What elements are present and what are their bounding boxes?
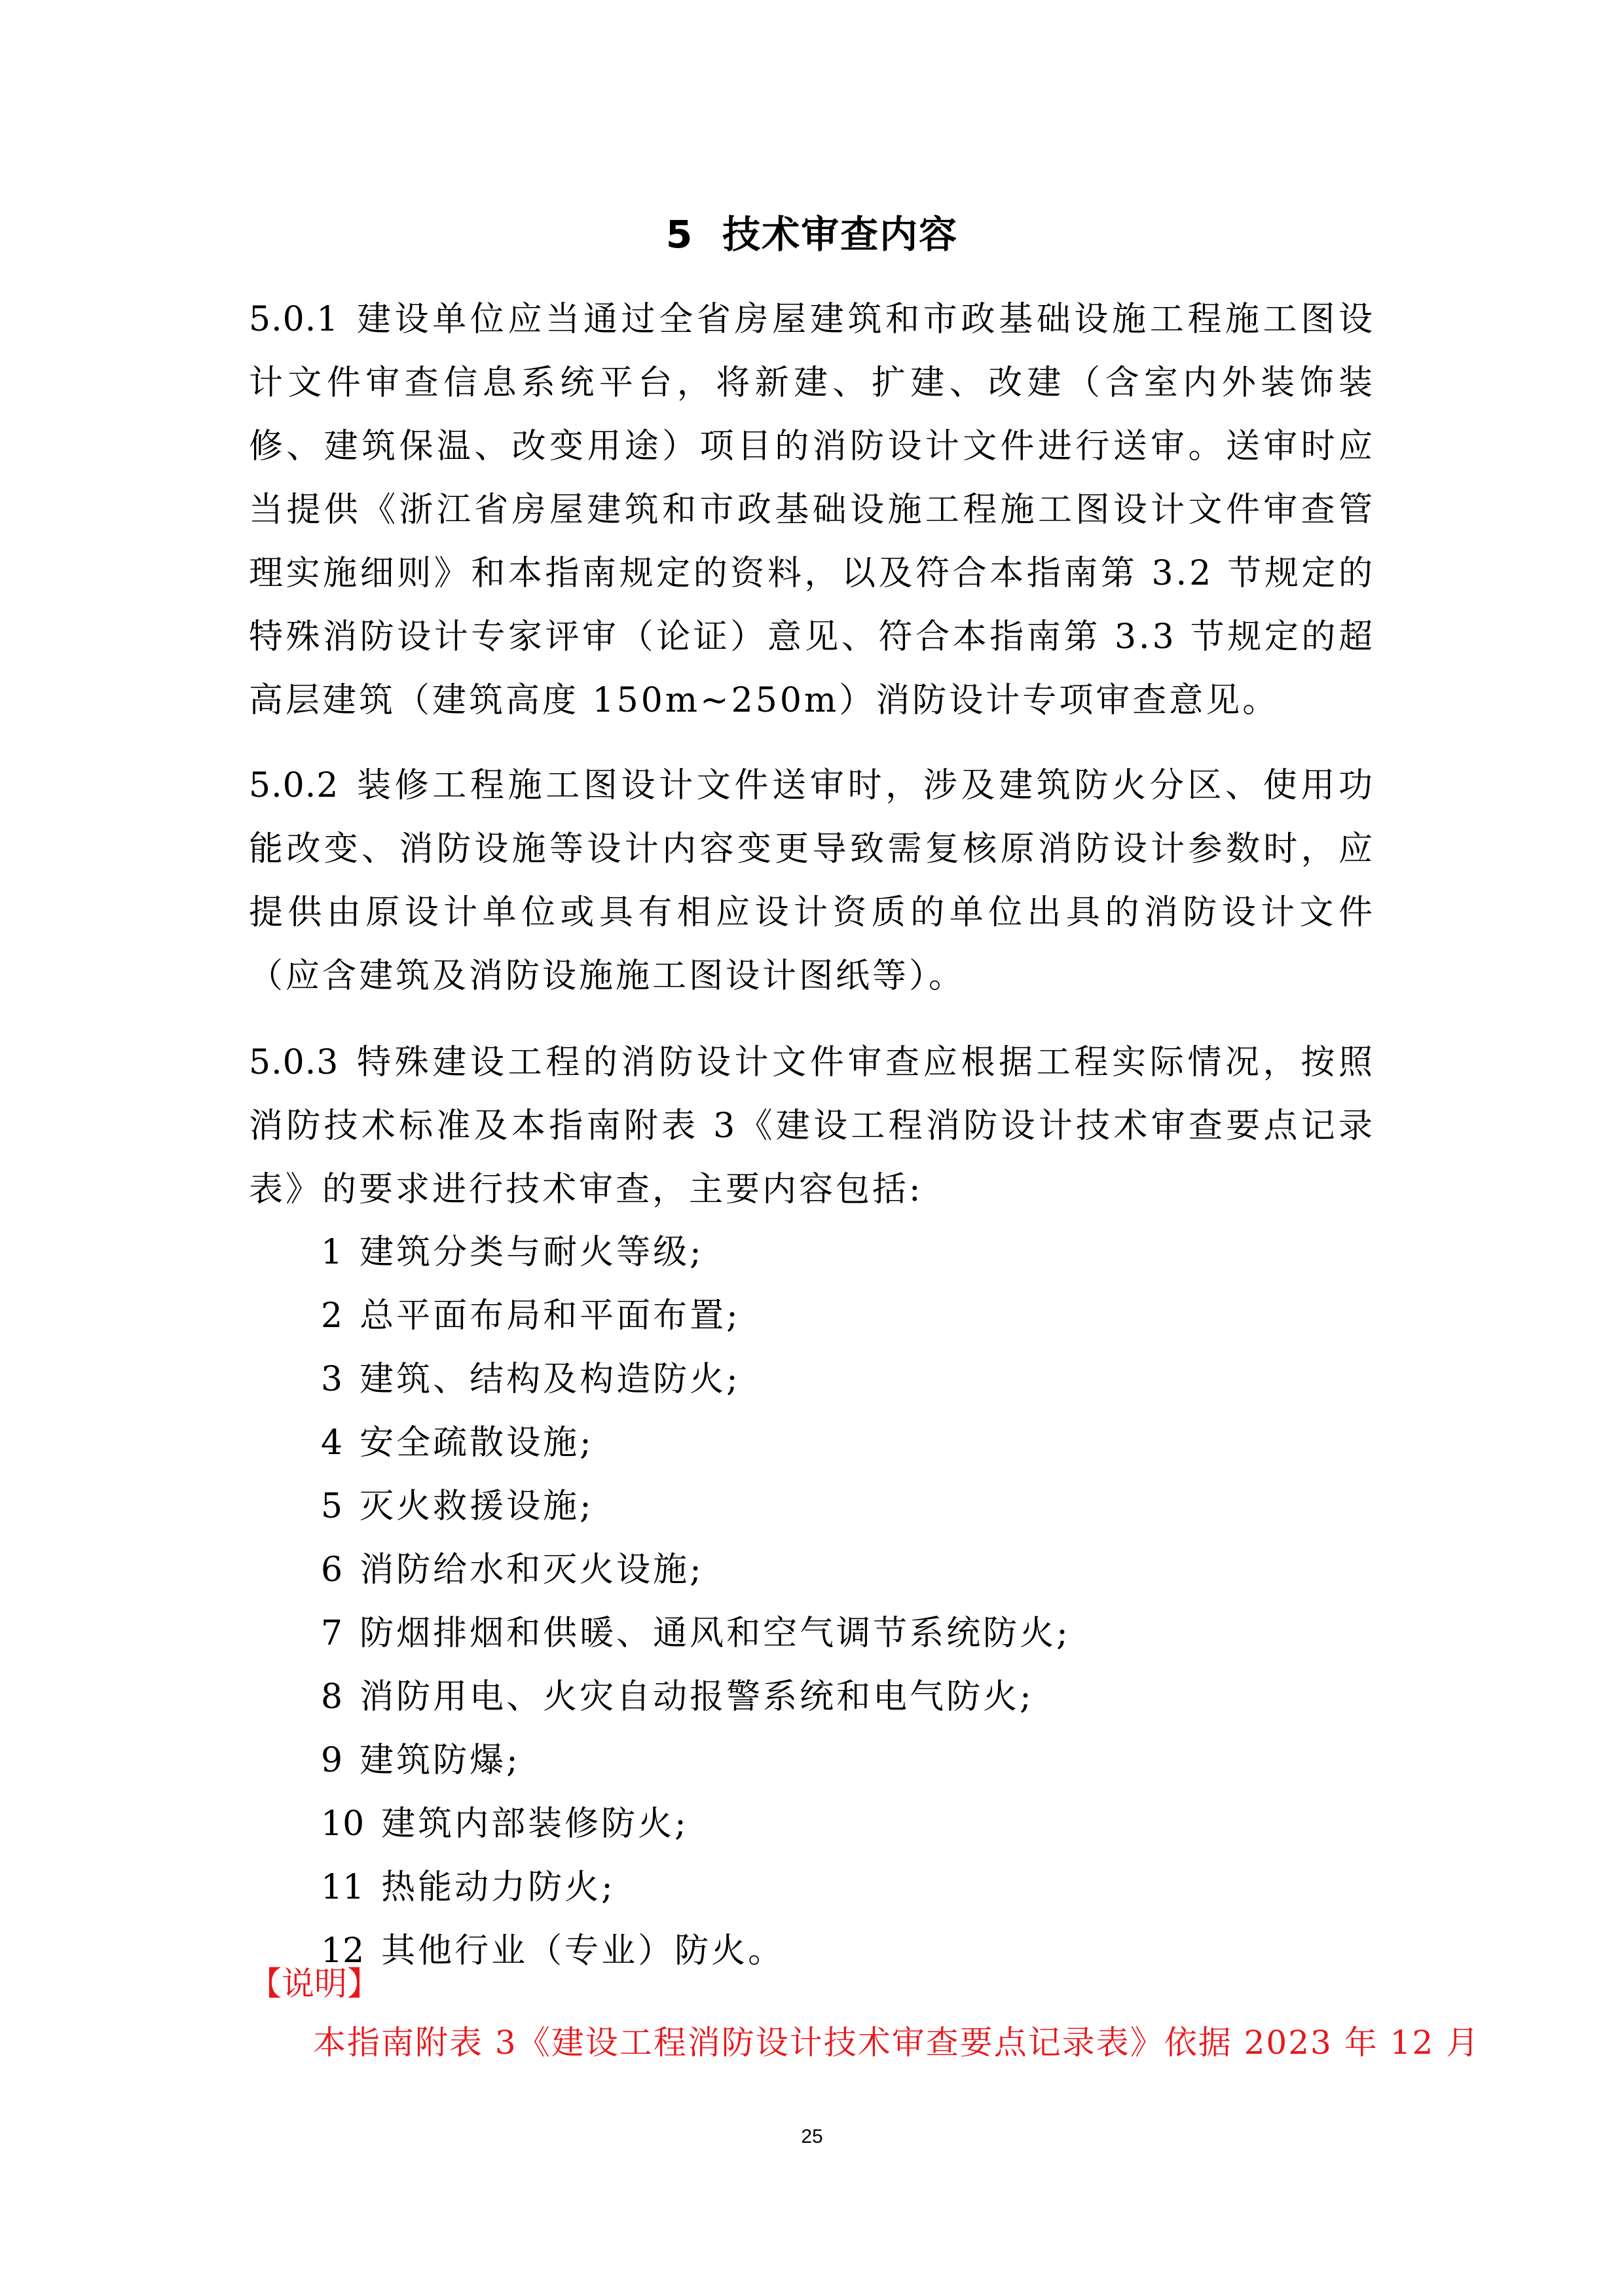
item-text: 总平面布局和平面布置; bbox=[360, 1296, 741, 1336]
page-number: 25 bbox=[801, 2126, 823, 2147]
item-text: 安全疏散设施; bbox=[360, 1423, 594, 1463]
clause-text: 装修工程施工图设计文件送审时，涉及建筑防火分区、使用功能改变、消防设施等设计内容变更导致需复核原消防设计参数时，应提供由原设计单位或具有相应设计资质的单位出具的消防设计文件（应含建筑及消防设施施工图设计图纸等）。 bbox=[249, 766, 1375, 996]
clause-5-0-2 bbox=[249, 754, 1375, 1008]
item-number: 12 bbox=[321, 1931, 365, 1971]
item-number: 3 bbox=[321, 1360, 343, 1399]
list-item bbox=[321, 1348, 1382, 1412]
review-items-list bbox=[321, 1221, 1382, 1983]
clause-5-0-3 bbox=[249, 1031, 1375, 1222]
clause-text: 特殊建设工程的消防设计文件审查应根据工程实际情况，按照消防技术标准及本指南附表 3《建设工程消防设计技术审查要点记录表》的要求进行技术审查，主要内容包括: bbox=[249, 1043, 1375, 1209]
section-title bbox=[0, 208, 1624, 261]
item-text: 建筑、结构及构造防火; bbox=[360, 1360, 741, 1399]
section-number: 5 bbox=[665, 212, 694, 257]
clause-number: 5.0.1 bbox=[249, 300, 339, 339]
item-text: 热能动力防火; bbox=[381, 1868, 616, 1907]
item-number: 2 bbox=[321, 1296, 343, 1336]
list-item bbox=[321, 1475, 1382, 1539]
list-item bbox=[321, 1221, 1382, 1285]
note-text: 本指南附表 3《建设工程消防设计技术审查要点记录表》依据 2023 年 12 月 bbox=[313, 2024, 1481, 2062]
list-item bbox=[321, 1666, 1382, 1729]
item-number: 10 bbox=[321, 1804, 365, 1844]
list-item bbox=[321, 1920, 1382, 1983]
item-text: 其他行业（专业）防火。 bbox=[381, 1931, 785, 1971]
note-label: 【说明】 bbox=[249, 1965, 380, 2003]
clause-number: 5.0.2 bbox=[249, 766, 339, 805]
item-text: 建筑防爆; bbox=[360, 1741, 521, 1780]
item-text: 消防给水和灭火设施; bbox=[360, 1550, 704, 1590]
list-item bbox=[321, 1412, 1382, 1475]
item-number: 5 bbox=[321, 1487, 343, 1526]
item-text: 建筑内部装修防火; bbox=[381, 1804, 689, 1844]
list-item bbox=[321, 1729, 1382, 1793]
item-number: 6 bbox=[321, 1550, 343, 1590]
section-title-text: 技术审查内容 bbox=[722, 212, 959, 257]
item-number: 7 bbox=[321, 1614, 343, 1653]
clause-number: 5.0.3 bbox=[249, 1043, 339, 1082]
item-text: 防烟排烟和供暖、通风和空气调节系统防火; bbox=[360, 1614, 1071, 1653]
item-number: 11 bbox=[321, 1868, 365, 1907]
item-number: 1 bbox=[321, 1233, 343, 1272]
item-text: 消防用电、火灾自动报警系统和电气防火; bbox=[360, 1677, 1034, 1717]
item-number: 8 bbox=[321, 1677, 343, 1717]
item-text: 建筑分类与耐火等级; bbox=[360, 1233, 704, 1272]
item-number: 9 bbox=[321, 1741, 343, 1780]
list-item bbox=[321, 1856, 1382, 1920]
list-item bbox=[321, 1285, 1382, 1348]
clause-text: 建设单位应当通过全省房屋建筑和市政基础设施工程施工图设计文件审查信息系统平台，将新建、扩建、改建（含室内外装饰装修、建筑保温、改变用途）项目的消防设计文件进行送审。送审时应当提供《浙江省房屋建筑和市政基础设施工程施工图设计文件审查管理实施细则》和本指南规定的资料，以及符合本指南第 3.2 节规定的特殊消防设计专家评审（论证）意见、符合本指南第 3.3 节规定的超高层建筑（建筑高度 150m~250m）消防设计专项审查意见。 bbox=[249, 300, 1375, 720]
list-item bbox=[321, 1793, 1382, 1856]
item-text: 灭火救援设施; bbox=[360, 1487, 594, 1526]
item-number: 4 bbox=[321, 1423, 343, 1463]
list-item bbox=[321, 1602, 1382, 1666]
list-item bbox=[321, 1539, 1382, 1602]
clause-5-0-1 bbox=[249, 288, 1375, 733]
